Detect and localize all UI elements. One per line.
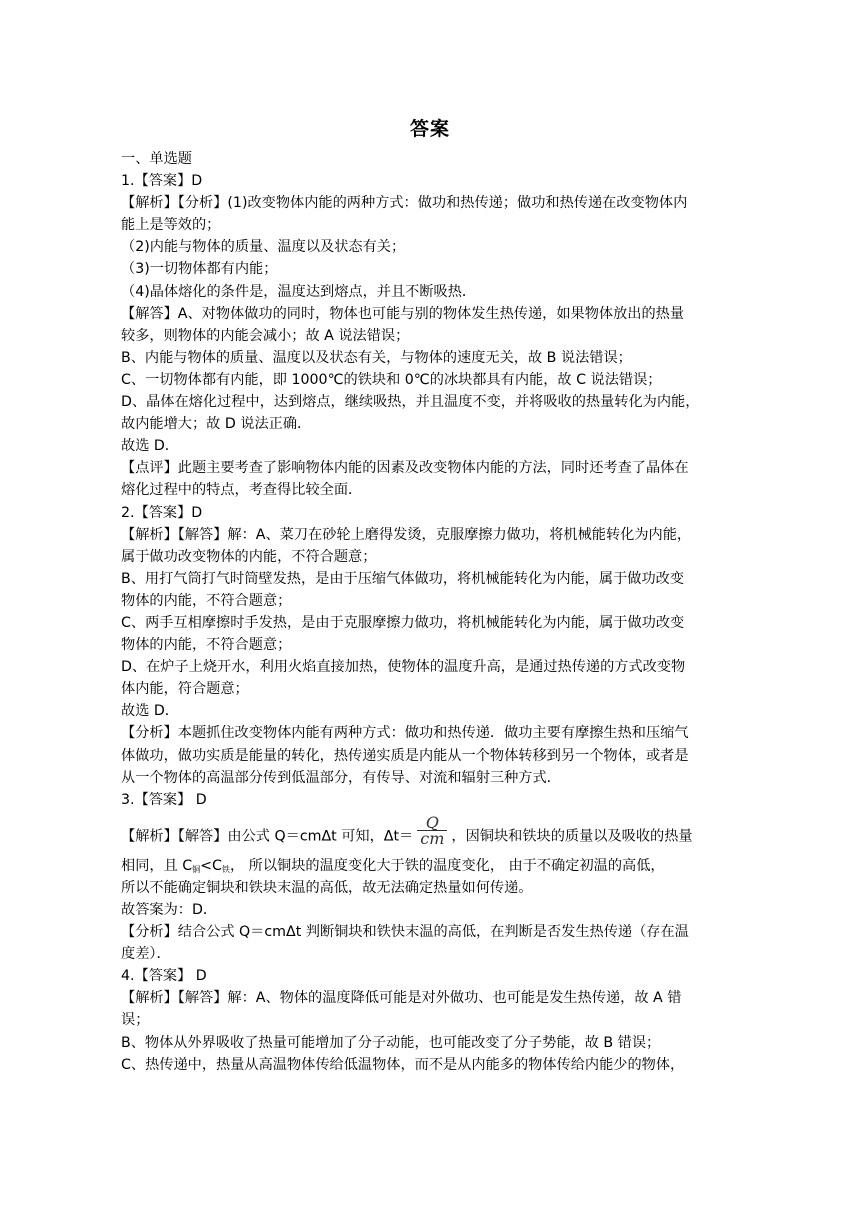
q1-line: 较多，则物体的内能会减小；故 A 说法错误； — [121, 327, 410, 344]
q1-line: 熔化过程中的特点，考查得比较全面． — [121, 482, 363, 499]
q3-line-text: <C — [200, 857, 222, 874]
q2-line: 从一个物体的高温部分传到低温部分，有传导、对流和辐射三种方式． — [121, 769, 561, 786]
q2-line: C、两手互相摩擦时手发热，是由于克服摩擦力做功，将机械能转化为内能，属于做功改变 — [121, 614, 685, 631]
q3-line — [121, 855, 741, 877]
q3-line: 所以不能确定铜块和铁块末温的高低，故无法确定热量如何传递。 — [121, 879, 533, 896]
q2-answer: 2.【答案】D — [121, 504, 203, 521]
q2-line: 体做功，做功实质是能量的转化，热传递实质是内能从一个物体转移到另一个物体，或者是 — [121, 747, 689, 764]
fraction-numerator: Q — [425, 812, 439, 832]
q2-line: 物体的内能，不符合题意； — [121, 592, 292, 609]
q4-line: 误； — [121, 1012, 150, 1029]
q2-line: B、用打气筒打气时筒壁发热，是由于压缩气体做功，将机械能转化为内能，属于做功改变 — [121, 570, 685, 587]
section-heading: 一、单选题 — [121, 151, 192, 167]
subscript-copper: 铜 — [192, 864, 201, 874]
q4-line: B、物体从外界吸收了热量可能增加了分子动能，也可能改变了分子势能，故 B 错误； — [121, 1034, 661, 1051]
q3-line-text: ， 所以铜块的温度变化大于铁的温度变化， 由于不确定初温的高低， — [229, 857, 665, 874]
q4-answer: 4.【答案】 D — [121, 968, 207, 985]
q1-line: 能上是等效的； — [121, 217, 221, 234]
q1-line: 故选 D． — [121, 438, 179, 455]
page-title: 答案 — [409, 118, 450, 140]
q1-line: 【点评】此题主要考查了影响物体内能的因素及改变物体内能的方法，同时还考查了晶体在 — [121, 460, 689, 477]
q1-line: （2)内能与物体的质量、温度以及状态有关； — [121, 239, 406, 256]
q3-line: 度差）． — [121, 946, 171, 963]
q2-line: 故选 D． — [121, 703, 179, 720]
fraction-q-over-cm — [417, 812, 447, 848]
q3-formula-line — [121, 811, 741, 855]
q1-line: 【解答】A、对物体做功的同时，物体也可能与别的物体发生热传递，如果物体放出的热量 — [121, 305, 685, 322]
q2-line: 物体的内能，不符合题意； — [121, 637, 292, 654]
q1-line: 故内能增大；故 D 说法正确． — [121, 416, 312, 433]
fraction-denominator: cm — [417, 830, 447, 846]
q3-line: 【分析】结合公式 Q＝cmΔt 判断铜块和铁快末温的高低，在判断是否发生热传递（存在温 — [121, 924, 689, 941]
q1-line: C、一切物体都有内能，即 1000℃的铁块和 0℃的冰块都具有内能，故 C 说法错误； — [121, 371, 662, 388]
q1-line: （4)晶体熔化的条件是，温度达到熔点，并且不断吸热． — [121, 283, 477, 300]
q1-line: B、内能与物体的质量、温度以及状态有关，与物体的速度无关，故 B 说法错误； — [121, 349, 632, 366]
q2-line: D、在炉子上烧开水，利用火焰直接加热，使物体的温度升高，是通过热传递的方式改变物 — [121, 659, 686, 676]
q1-line: （3)一切物体都有内能； — [121, 261, 278, 278]
subscript-iron: 铁 — [221, 864, 230, 874]
q3-line: 故答案为：D． — [121, 902, 218, 918]
q2-line: 【分析】本题抓住改变物体内能有两种方式：做功和热传递．做功主要有摩擦生热和压缩气 — [121, 725, 689, 742]
q3-line-text: 相同，且 C — [121, 857, 193, 874]
q3-answer: 3.【答案】 D — [121, 791, 207, 808]
q1-line: D、晶体在熔化过程中，达到熔点，继续吸热，并且温度不变，并将吸收的热量转化为内能， — [121, 394, 700, 411]
q3-line-text: 【解析】【解答】由公式 Q＝cmΔt 可知，Δt＝ — [121, 828, 414, 845]
q3-line-text: ，因铜块和铁块的质量以及吸收的热量 — [451, 828, 693, 845]
q2-line: 【解析】【解答】解：A、菜刀在砂轮上磨得发烫，克服摩擦力做功，将机械能转化为内能， — [121, 526, 692, 543]
q4-line: C、热传递中，热量从高温物体传给低温物体，而不是从内能多的物体传给内能少的物体， — [121, 1056, 685, 1073]
q4-line: 【解析】【解答】解：A、物体的温度降低可能是对外做功、也可能是发生热传递，故 A 错 — [121, 990, 682, 1007]
answer-body — [121, 148, 741, 1076]
q1-answer: 1.【答案】D — [121, 173, 203, 190]
q2-line: 体内能，符合题意； — [121, 681, 249, 698]
q2-line: 属于做功改变物体的内能，不符合题意； — [121, 548, 377, 565]
q1-line: 【解析】【分析】(1)改变物体内能的两种方式：做功和热传递；做功和热传递在改变物体内 — [121, 195, 688, 212]
